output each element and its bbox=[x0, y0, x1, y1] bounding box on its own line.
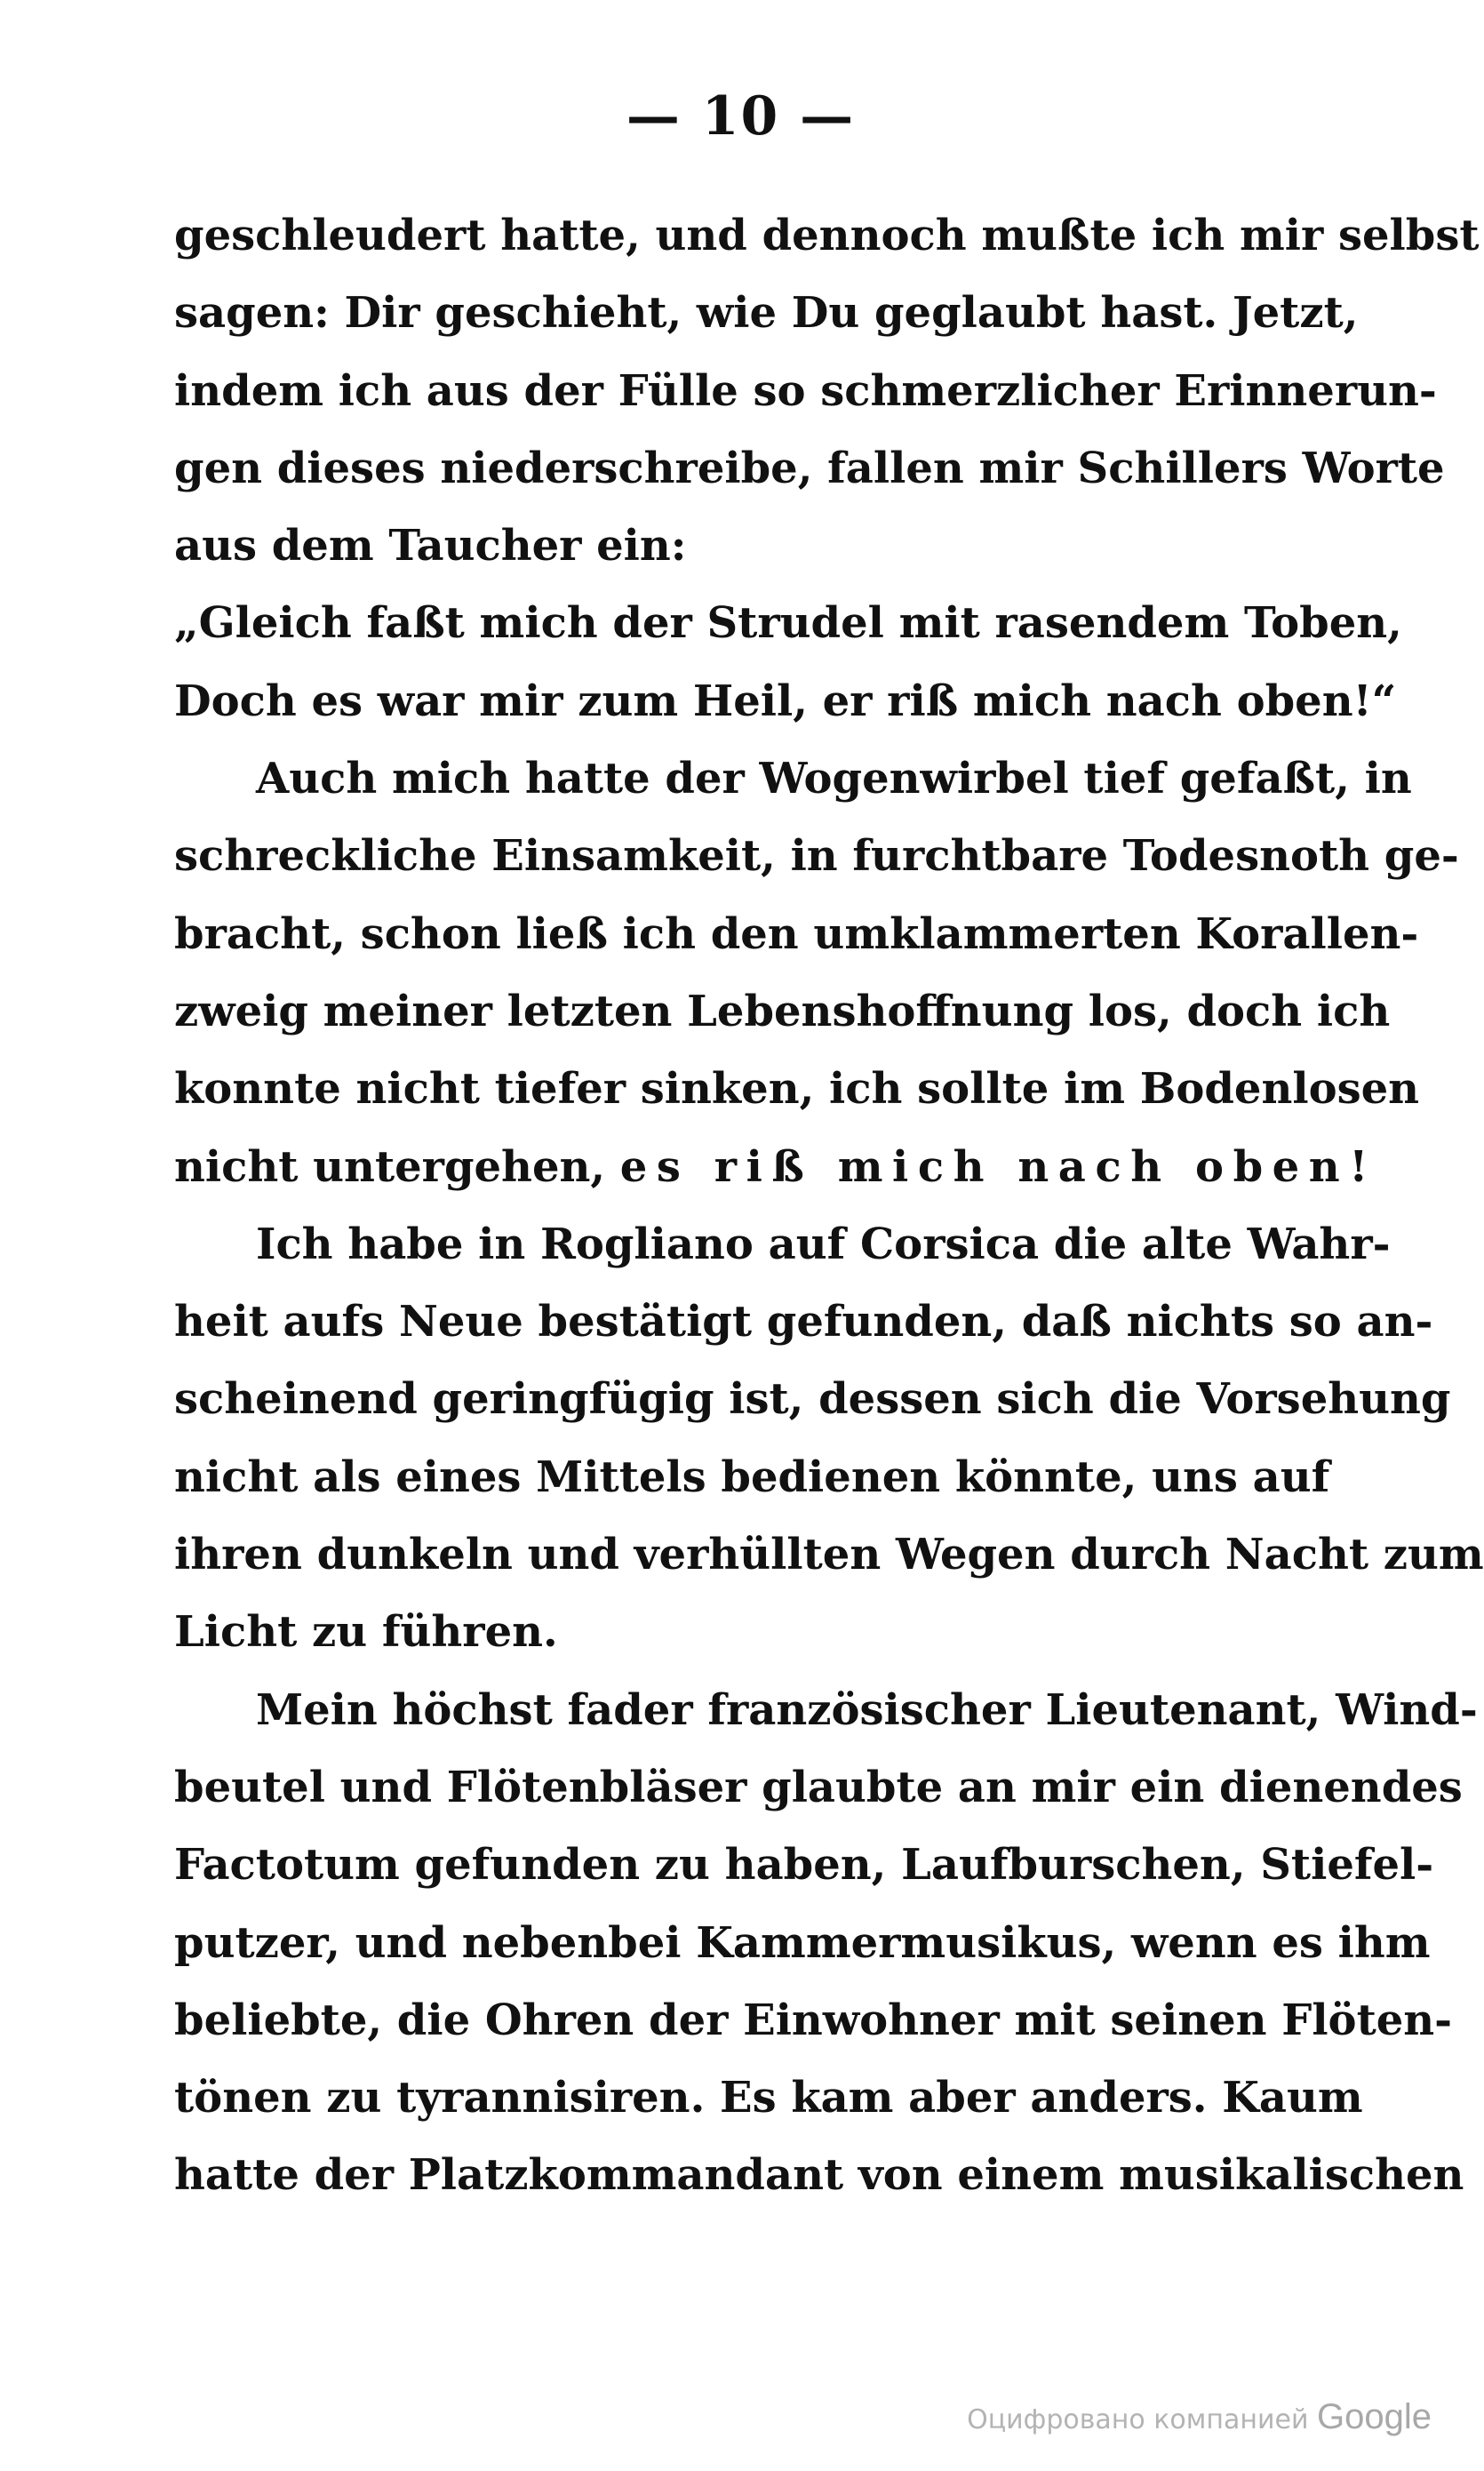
text-line: nicht als eines Mittels bedienen könnte, uns auf bbox=[174, 1451, 1330, 1502]
text-line: aus dem Taucher ein: bbox=[174, 521, 687, 572]
text-line: heit aufs Neue bestätigt gefunden, daß nichts so an- bbox=[174, 1297, 1433, 1347]
text-line: konnte nicht tiefer sinken, ich sollte im Bodenlosen bbox=[174, 1064, 1420, 1115]
digitization-watermark bbox=[967, 2397, 1432, 2437]
text-line: tönen zu tyrannisiren. Es kam aber anders. Kaum bbox=[174, 2073, 1363, 2123]
text-line: geschleudert hatte, und dennoch mußte ich mir selbst bbox=[174, 211, 1480, 260]
text-line: bracht, schon ließ ich den umklammerten Korallen- bbox=[174, 908, 1419, 959]
google-logo-text: Google bbox=[1317, 2397, 1432, 2436]
page-number: — 10 — bbox=[626, 85, 856, 148]
text-line-emphasis: nicht untergehen, es riß mich nach oben! bbox=[174, 1141, 1377, 1192]
text-line: Mein höchst fader französischer Lieutenant, Wind- bbox=[256, 1684, 1478, 1735]
text-line: beliebte, die Ohren der Einwohner mit seinen Flöten- bbox=[174, 1995, 1453, 2045]
emphasized-phrase: es riß mich nach oben! bbox=[619, 1141, 1377, 1192]
text-line: Factotum gefunden zu haben, Laufburschen, Stiefel- bbox=[174, 1840, 1434, 1891]
text-line: putzer, und nebenbei Kammermusikus, wenn es ihm bbox=[174, 1917, 1431, 1968]
text-line: hatte der Platzkommandant von einem musikalischen bbox=[174, 2150, 1464, 2201]
text-line: zweig meiner letzten Lebenshoffnung los, doch ich bbox=[174, 986, 1391, 1036]
text-line: beutel und Flötenbläser glaubte an mir ein dienendes bbox=[174, 1762, 1463, 1812]
quote-line: Doch es war mir zum Heil, er riß mich nach oben!“ bbox=[174, 676, 1397, 726]
text-line: schreckliche Einsamkeit, in furchtbare Todesnoth ge- bbox=[174, 831, 1459, 882]
text-line: Licht zu führen. bbox=[174, 1607, 558, 1658]
digitized-by-label: Оцифровано компанией bbox=[967, 2404, 1309, 2435]
text-line: scheinend geringfügig ist, dessen sich die Vorsehung bbox=[174, 1374, 1451, 1425]
text-line: indem ich aus der Fülle so schmerzlicher Erinnerun- bbox=[174, 365, 1437, 416]
text-line: ihren dunkeln und verhüllten Wegen durch Nacht zum bbox=[174, 1530, 1484, 1580]
text-line: gen dieses niederschreibe, fallen mir Schillers Worte bbox=[174, 443, 1445, 493]
text-line: Ich habe in Rogliano auf Corsica die alte Wahr- bbox=[256, 1219, 1391, 1269]
quote-line: „Gleich faßt mich der Strudel mit rasendem Toben, bbox=[174, 598, 1402, 649]
body-text bbox=[174, 197, 1484, 2215]
text-line: Auch mich hatte der Wogenwirbel tief gefaßt, in bbox=[256, 754, 1412, 804]
text-line: sagen: Dir geschieht, wie Du geglaubt hast. Jetzt, bbox=[174, 288, 1359, 339]
